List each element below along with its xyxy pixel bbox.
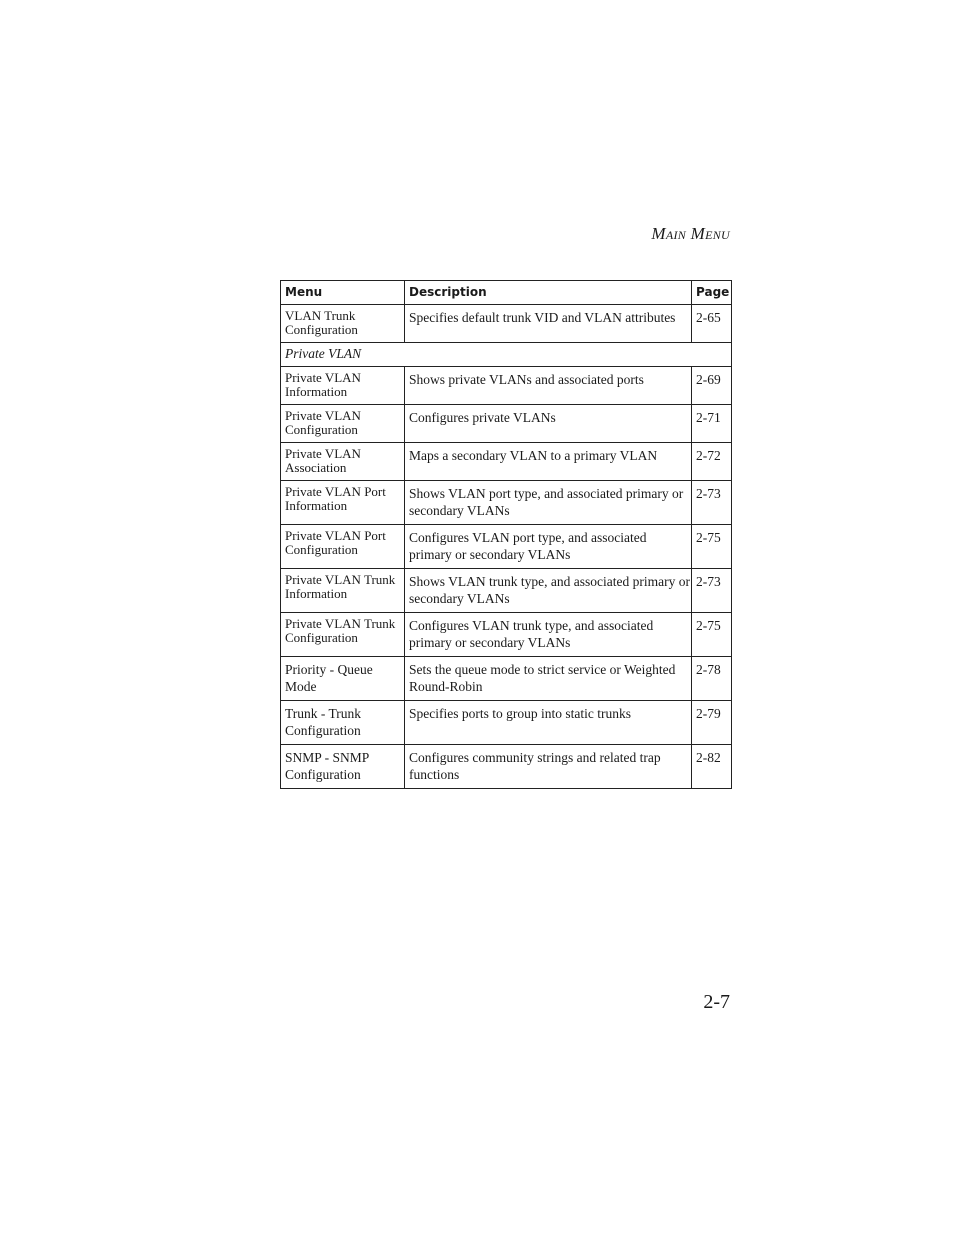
menu-cell: VLAN Trunk Configuration xyxy=(281,305,405,343)
table-row xyxy=(281,657,732,701)
column-header-menu: Menu xyxy=(281,281,405,305)
menu-cell: Private VLAN Port Configuration xyxy=(281,525,405,569)
description-cell: Maps a secondary VLAN to a primary VLAN xyxy=(405,443,692,481)
column-header-description: Description xyxy=(405,281,692,305)
page-cell: 2-65 xyxy=(692,305,732,343)
page-cell: 2-71 xyxy=(692,405,732,443)
running-head-enu: ENU xyxy=(705,228,730,242)
menu-cell: Private VLAN Association xyxy=(281,443,405,481)
description-cell: Specifies ports to group into static trunks xyxy=(405,701,692,745)
column-header-page: Page xyxy=(692,281,732,305)
running-head-m1: M xyxy=(651,224,666,243)
menu-table xyxy=(280,280,732,789)
menu-cell: Private VLAN Trunk Configuration xyxy=(281,613,405,657)
table-row xyxy=(281,481,732,525)
description-cell: Shows VLAN port type, and associated primary or secondary VLANs xyxy=(405,481,692,525)
table-row xyxy=(281,443,732,481)
page-cell: 2-78 xyxy=(692,657,732,701)
description-cell: Configures VLAN port type, and associated primary or secondary VLANs xyxy=(405,525,692,569)
description-cell: Configures private VLANs xyxy=(405,405,692,443)
description-cell: Configures community strings and related trap functions xyxy=(405,745,692,789)
menu-cell: Private VLAN Information xyxy=(281,367,405,405)
menu-cell: Priority - Queue Mode xyxy=(281,657,405,701)
page-cell: 2-69 xyxy=(692,367,732,405)
page-cell: 2-75 xyxy=(692,613,732,657)
running-head xyxy=(651,224,730,244)
table-row xyxy=(281,613,732,657)
menu-cell: Trunk - Trunk Configuration xyxy=(281,701,405,745)
description-cell: Specifies default trunk VID and VLAN attributes xyxy=(405,305,692,343)
menu-cell: Private VLAN Configuration xyxy=(281,405,405,443)
menu-cell: Private VLAN Trunk Information xyxy=(281,569,405,613)
running-head-m2: M xyxy=(690,224,706,243)
page-number: 2-7 xyxy=(703,991,730,1013)
table-header-row xyxy=(281,281,732,305)
table-row xyxy=(281,525,732,569)
page-cell: 2-79 xyxy=(692,701,732,745)
section-row xyxy=(281,343,732,367)
menu-cell: Private VLAN Port Information xyxy=(281,481,405,525)
table-row xyxy=(281,405,732,443)
page-cell: 2-82 xyxy=(692,745,732,789)
table-row xyxy=(281,701,732,745)
table-row xyxy=(281,367,732,405)
page-cell: 2-73 xyxy=(692,569,732,613)
section-label: Private VLAN xyxy=(281,343,732,367)
description-cell: Shows private VLANs and associated ports xyxy=(405,367,692,405)
table-row xyxy=(281,745,732,789)
page-cell: 2-72 xyxy=(692,443,732,481)
description-cell: Sets the queue mode to strict service or Weighted Round-Robin xyxy=(405,657,692,701)
page-cell: 2-73 xyxy=(692,481,732,525)
table-row xyxy=(281,569,732,613)
running-head-ain: AIN xyxy=(665,228,687,242)
description-cell: Shows VLAN trunk type, and associated primary or secondary VLANs xyxy=(405,569,692,613)
description-cell: Configures VLAN trunk type, and associated primary or secondary VLANs xyxy=(405,613,692,657)
page-cell: 2-75 xyxy=(692,525,732,569)
menu-cell: SNMP - SNMP Configuration xyxy=(281,745,405,789)
table-row xyxy=(281,305,732,343)
